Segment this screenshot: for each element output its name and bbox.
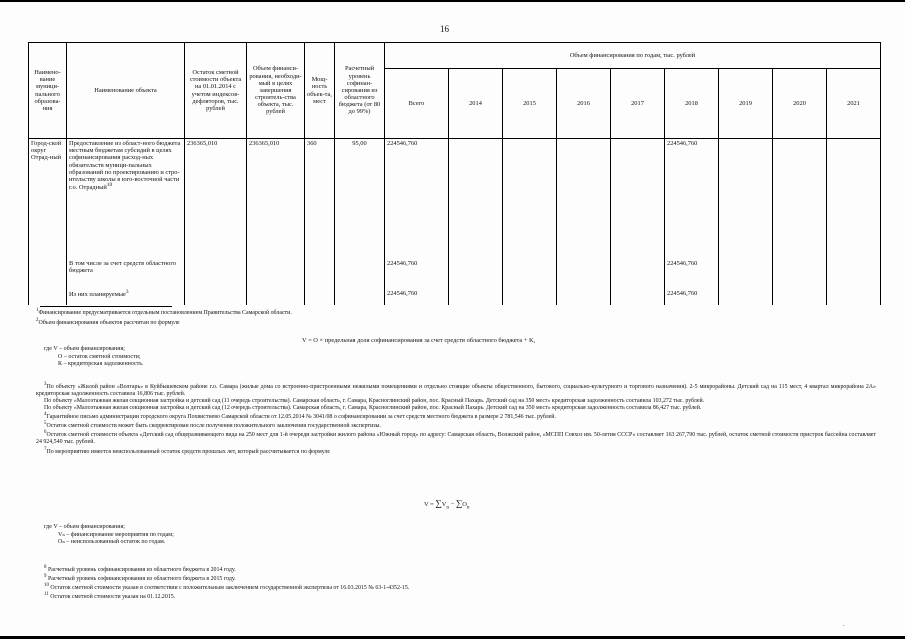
sub2-footnote-mark: 3 [125,289,129,295]
scan-mark: . [843,622,845,628]
footnote-divider [40,306,172,307]
header-year-2015: 2015 [503,69,557,139]
object-text: Предоставление из област-ного бюджета местным бюджетам субсидий в целях софинансирования расход-ных обязательств муници-пальных образований по проектированию и стро-ительству школы в юго-восточной части г.о. Отрадный [69,140,181,192]
scan-top-edge [0,0,905,2]
header-year-2019: 2019 [719,69,773,139]
footnote-3: $^3$По объекту «Жилой район «Волгарь» в Куйбышевском районе г.о. Самара (жилые дома со встроенно-пристроенными нежилыми помещениями и отдельно стоящие объекты общественного, бытового, социально-культурного и торгового назначения). 2-5 микрорайоны. Детский сад на 115 мест, 4 квартал микрорайона 2А» кредиторская задолженность составила 16,806 тыс. рублей. По объекту «Малоэтажная жилая секционная застройка и детский сад (11 очередь строительства). Самарская область, г. Самара, Красноглинский район, пос. Красный Пахарь. Детский сад на 350 мест» кредиторская задолженность составила 103,272 тыс. рублей. По объекту «Малоэтажная жилая секционная застройка и детский сад (12 очередь строительства). Самарская область, г. Самара, Красноглинский район, пос. Красный Пахарь. Детский сад на 350 мест» кредиторская задолженность составила 86,427 тыс. рублей. $^4$Гарантийное письмо администрации городского округа Похвистнево Самарской области от 12.05.2014 № 3041/08 о софинансировании за счет средств местного бюджета в размере 2 781,546 тыс. рублей. $^5$Остаток сметной стоимости может быть скорректирован после получения положительного заключения государственной экспертизы. $^6$Остаток сметной стоимости объекта «Детский сад общеразвивающего вида на 250 мест для 1-й очереди застройки жилого района «Южный город» по адресу: Самарская область, Волжский район, «МСПП Совхоз им. 50-летия СССР» составляет 163 267,790 тыс. рублей, остаток сметной стоимости пристрок бассейна составляет 24 924,540 тыс. рублей. $^7$По мероприятию имеется неиспользованный остаток средств прошлых лет, который рассчитывается по формуле [36,382,876,455]
cell-2016 [557,139,611,260]
formula-legend-1: где V – объем финансирования; О – остаток сметной стоимости; К – кредиторская задолженность. [44,346,144,367]
cell-2014 [449,139,503,260]
cell-total: 224546,760 [385,139,449,260]
header-remaining-cost: Остаток сметной стоимости объекта на 01.01.2014 с учетом индексов-дефляторов, тыс. рублей [185,43,247,139]
object-footnote-mark: 10 [106,182,113,189]
formula-volume: V = O × предельная доля софинансирования за счет средств областного бюджета + K, [302,337,536,344]
cell-2019 [719,139,773,260]
header-year-2014: 2014 [449,69,503,139]
header-capacity: Мощ-ность объек-та, мест [305,43,335,139]
header-cofinancing-level: Расчетный уровень софинан-сирования из областного бюджета (от 80 до 99%) [335,43,385,139]
header-financing-volume: Объем финанси-рования, необходи-мый в целях завершения строитель-ства объекта, тыс. рублей [247,43,305,139]
scan-bottom-edge [0,636,905,639]
cell-2018: 224546,760 [665,139,719,260]
table-row [29,259,881,289]
cell-sub-2018: 224546,760 [665,259,719,289]
header-year-2017: 2017 [611,69,665,139]
header-year-total: Всего [385,69,449,139]
footnote-1: $^1$Финансирование предусматривается отдельным постановлением Правительства Самарской области. [36,308,292,316]
cell-municipality: Город-ской округ Отрад-ный [29,139,67,260]
financing-table [28,42,881,305]
cell-sub2-total: 224546,760 [385,289,449,305]
cell-2020 [773,139,827,260]
cell-2015 [503,139,557,260]
cell-object [67,139,185,260]
header-year-2021: 2021 [827,69,881,139]
cell-sub2-2018: 224546,760 [665,289,719,305]
table-row [29,289,881,305]
cell-2017 [611,139,665,260]
formula-remainder: $V = \sum V_n - \sum O_n$ [424,498,470,511]
table-row [29,139,881,260]
header-by-years: Объем финансирования по годам, тыс. рублей [385,43,881,69]
footnotes-8-11: $^8$ Расчетный уровень софинансирования из областного бюджета в 2014 году. $^9$ Расчетный уровень софинансирования из областного бюджета в 2015 году. $^{10}$ Остаток сметной стоимости указан в соответствии с положительным заключением государственной экспертизы от 16.03.2015 № 63-1-4352-15. $^{11}$ Остаток сметной стоимости указан на 01.12.2015. [44,565,410,601]
header-year-2016: 2016 [557,69,611,139]
header-year-2020: 2020 [773,69,827,139]
header-object: Наименование объекта [67,43,185,139]
cell-2021 [827,139,881,260]
cell-remaining-cost: 236365,010 [185,139,247,260]
cell-cofinancing-level: 95,00 [335,139,385,260]
formula-legend-2: где V – объем финансирования; Vₙ – финансирование мероприятия по годам; Оₙ – неиспользованный остаток по годам. [44,524,174,545]
header-municipality: Наимено-вание муници-пального образова-ния [29,43,67,139]
cell-financing-volume: 236365,010 [247,139,305,260]
cell-sub-total: 224546,760 [385,259,449,289]
cell-sub2-label: Из них планируемые$^3$ [67,289,185,305]
cell-sub-label: В том числе за счет средств областного бюджета [67,259,185,289]
cell-capacity: 360 [305,139,335,260]
footnote-2: $^2$Объем финансирования объектов рассчитан по формуле [36,318,180,326]
page-number: 16 [440,24,449,34]
header-year-2018: 2018 [665,69,719,139]
